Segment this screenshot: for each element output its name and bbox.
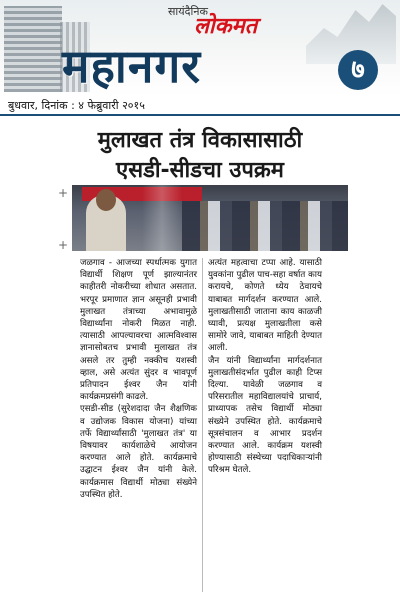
column-divider	[202, 258, 203, 592]
header-divider	[0, 114, 400, 116]
section-title: महानगर	[62, 39, 202, 93]
photo-audience	[182, 201, 348, 251]
photo-speaker-head	[96, 189, 116, 211]
dateline: बुधवार, दिनांक : ४ फेब्रुवारी २०१५	[8, 99, 145, 112]
article-column-1: जळगाव - आजच्या स्पर्धात्मक युगात विद्यार्थी शिक्षण पूर्ण झाल्यानंतर काहीतरी नोकरीच्या शोधात असतात. भरपूर प्रमाणात ज्ञान असूनही प्रभावी मुलाखत तंत्राच्या अभावामुळे विद्यार्थ्यांना नोकरी मिळत नाही. त्यासाठी आपल्यावरचा आत्मविश्वास ज्ञानासोबतच प्रभावी मुलाखत तंत्र असले तर तुम्ही नक्कीच यशस्वी व्हाल, असे अत्यंत सुंदर व भावपूर्ण प्रतिपादन ईश्वर जैन यांनी कार्यक्रमप्रसंगी काढले. एसडी-सीड (सुरेशदादा जैन शैक्षणिक व उद्योजक विकास योजना) यांच्या तर्फे विद्यार्थ्यांसाठी 'मुलाखत तंत्र' या विषयावर कार्यशाळेचे आयोजन करण्यात आले होते. कार्यक्रमाचे उद्घाटन ईश्वर जैन यांनी केले. कार्यक्रमास विद्यार्थी मोठ्या संख्येने उपस्थित होते.	[80, 258, 197, 500]
crop-mark-icon: +	[58, 186, 69, 200]
newspaper-brand: लोकमत	[194, 13, 258, 39]
masthead-building-image	[4, 6, 62, 92]
headline-line-2: एसडी-सीडचा उपक्रम	[116, 158, 284, 183]
headline-line-1: मुलाखत तंत्र विकासासाठी	[97, 128, 303, 153]
article-photo	[72, 185, 348, 251]
article-column-2: अत्यंत महत्वाचा टप्पा आहे. यासाठी युवकांना पुढील पाच-सहा वर्षात काय करायचे, कोणते ध्येय ठेवायचे याबाबत मार्गदर्शन करण्यात आले. मुलाखतीसाठी जाताना काय काळजी घ्यावी, प्रत्यक्ष मुलाखतीला कसे सामोरे जावे, याबाबत माहिती देण्यात आली. जैन यांनी विद्यार्थ्यांना मार्गदर्शनात मुलाखतीसंदर्भात पुढील काही टिप्स दिल्या. यावेळी जळगाव व परिसरातील महाविद्यालयांचे प्राचार्य, प्राध्यापक तसेच विद्यार्थी मोठ्या संख्येने उपस्थित होते. कार्यक्रमाचे सूत्रसंचालन व आभार प्रदर्शन करण्यात आले. कार्यक्रम यशस्वी होण्यासाठी संस्थेच्या पदाधिकाऱ्यांनी परिश्रम घेतले.	[208, 258, 322, 476]
edition-label: सायंदैनिक	[168, 5, 208, 18]
masthead	[0, 0, 400, 96]
page-number-badge: ७	[338, 50, 378, 90]
crop-mark-icon: +	[58, 238, 69, 252]
photo-light	[142, 185, 182, 251]
